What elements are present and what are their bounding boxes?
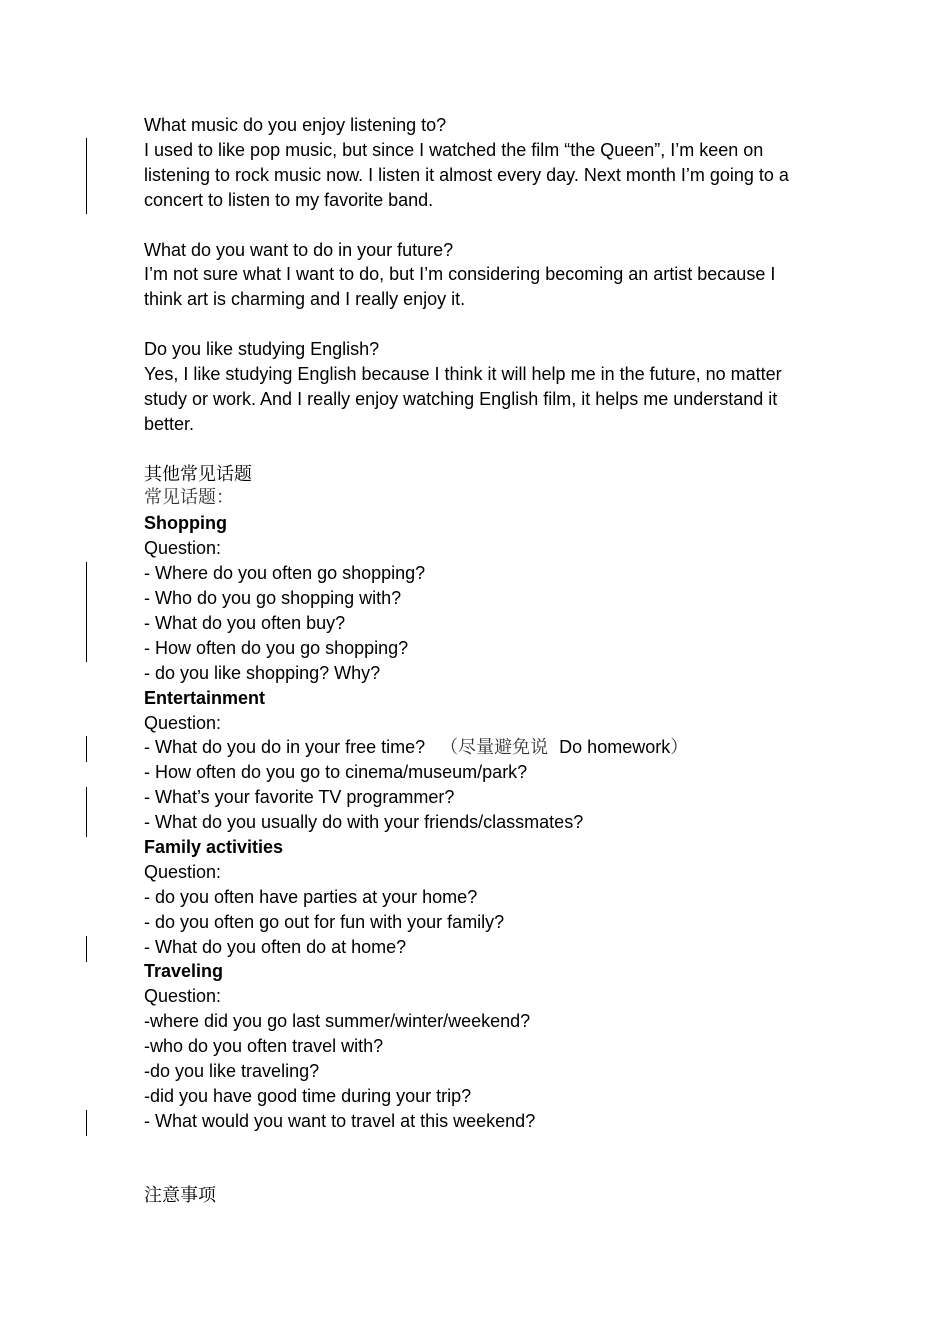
topic-question: - How often do you go shopping?	[144, 637, 409, 658]
common-topics-label: 常见话题：	[144, 487, 234, 509]
topic-question: - What do you often buy?	[144, 612, 346, 633]
topic-question-text: - What do you do in your free time?	[144, 737, 426, 758]
revision-bar	[86, 138, 87, 214]
topic-question: - How often do you go to cinema/museum/park?	[144, 762, 528, 783]
revision-bar	[86, 1110, 87, 1136]
topic-question: - do you often go out for fun with your family?	[144, 911, 505, 932]
qa-question: What do you want to do in your future?	[144, 239, 454, 260]
topic-question: - What do you usually do with your friends/classmates?	[144, 812, 584, 833]
question-label: Question:	[144, 986, 222, 1007]
revision-bar	[86, 736, 87, 762]
revision-bar	[86, 562, 87, 662]
topic-question: -do you like traveling?	[144, 1060, 320, 1081]
revision-bar	[86, 787, 87, 837]
topic-question: - do you often have parties at your home?	[144, 886, 478, 907]
topic-question: -did you have good time during your trip?	[144, 1085, 472, 1106]
note-open: （尽量避免说	[440, 737, 549, 759]
question-label: Question:	[144, 712, 222, 733]
topic-title: Traveling	[144, 961, 224, 982]
topic-question: -who do you often travel with?	[144, 1036, 384, 1057]
topic-question: - What would you want to travel at this weekend?	[144, 1110, 536, 1131]
topic-question: - What’s your favorite TV programmer?	[144, 787, 455, 808]
note-close: ）	[670, 737, 689, 759]
paragraph-gap	[144, 1134, 814, 1159]
qa-question: What music do you enjoy listening to?	[144, 115, 447, 135]
document-body	[144, 113, 814, 1208]
topic-question: -where did you go last summer/winter/weekend?	[144, 1011, 531, 1032]
question-label: Question:	[144, 861, 222, 882]
notes-heading: 注意事项	[144, 1185, 216, 1206]
topic-title: Entertainment	[144, 687, 266, 708]
qa-answer: Yes, I like studying English because I think it will help me in the future, no matter study or work. And I really enjoy watching English film, it helps me understand it better.	[144, 363, 782, 434]
topic-question: - do you like shopping? Why?	[144, 662, 381, 683]
paragraph-gap	[144, 437, 814, 462]
qa-answer: I’m not sure what I want to do, but I’m considering becoming an artist because I think art is charming and I really enjoy it.	[144, 264, 776, 310]
topic-question: - Where do you often go shopping?	[144, 563, 426, 584]
qa-answer: I used to like pop music, but since I watched the film “the Queen”, I’m keen on listening to rock music now. I listen it almost every day. Next month I’m going to a concert to listen to my favorite band.	[144, 139, 789, 210]
revision-bar	[86, 936, 87, 962]
paragraph-gap	[144, 213, 814, 238]
paragraph-gap	[144, 312, 814, 337]
topic-question: - What do you often do at home?	[144, 936, 407, 957]
question-label: Question:	[144, 538, 222, 559]
note-text: Do homework	[559, 737, 671, 758]
section-heading: 其他常见话题	[144, 463, 252, 484]
topic-title: Shopping	[144, 513, 227, 534]
topic-question: - Who do you go shopping with?	[144, 588, 402, 609]
topic-question	[144, 735, 814, 760]
qa-question: Do you like studying English?	[144, 339, 380, 360]
topic-title: Family activities	[144, 836, 284, 857]
paragraph-gap	[144, 1159, 814, 1184]
